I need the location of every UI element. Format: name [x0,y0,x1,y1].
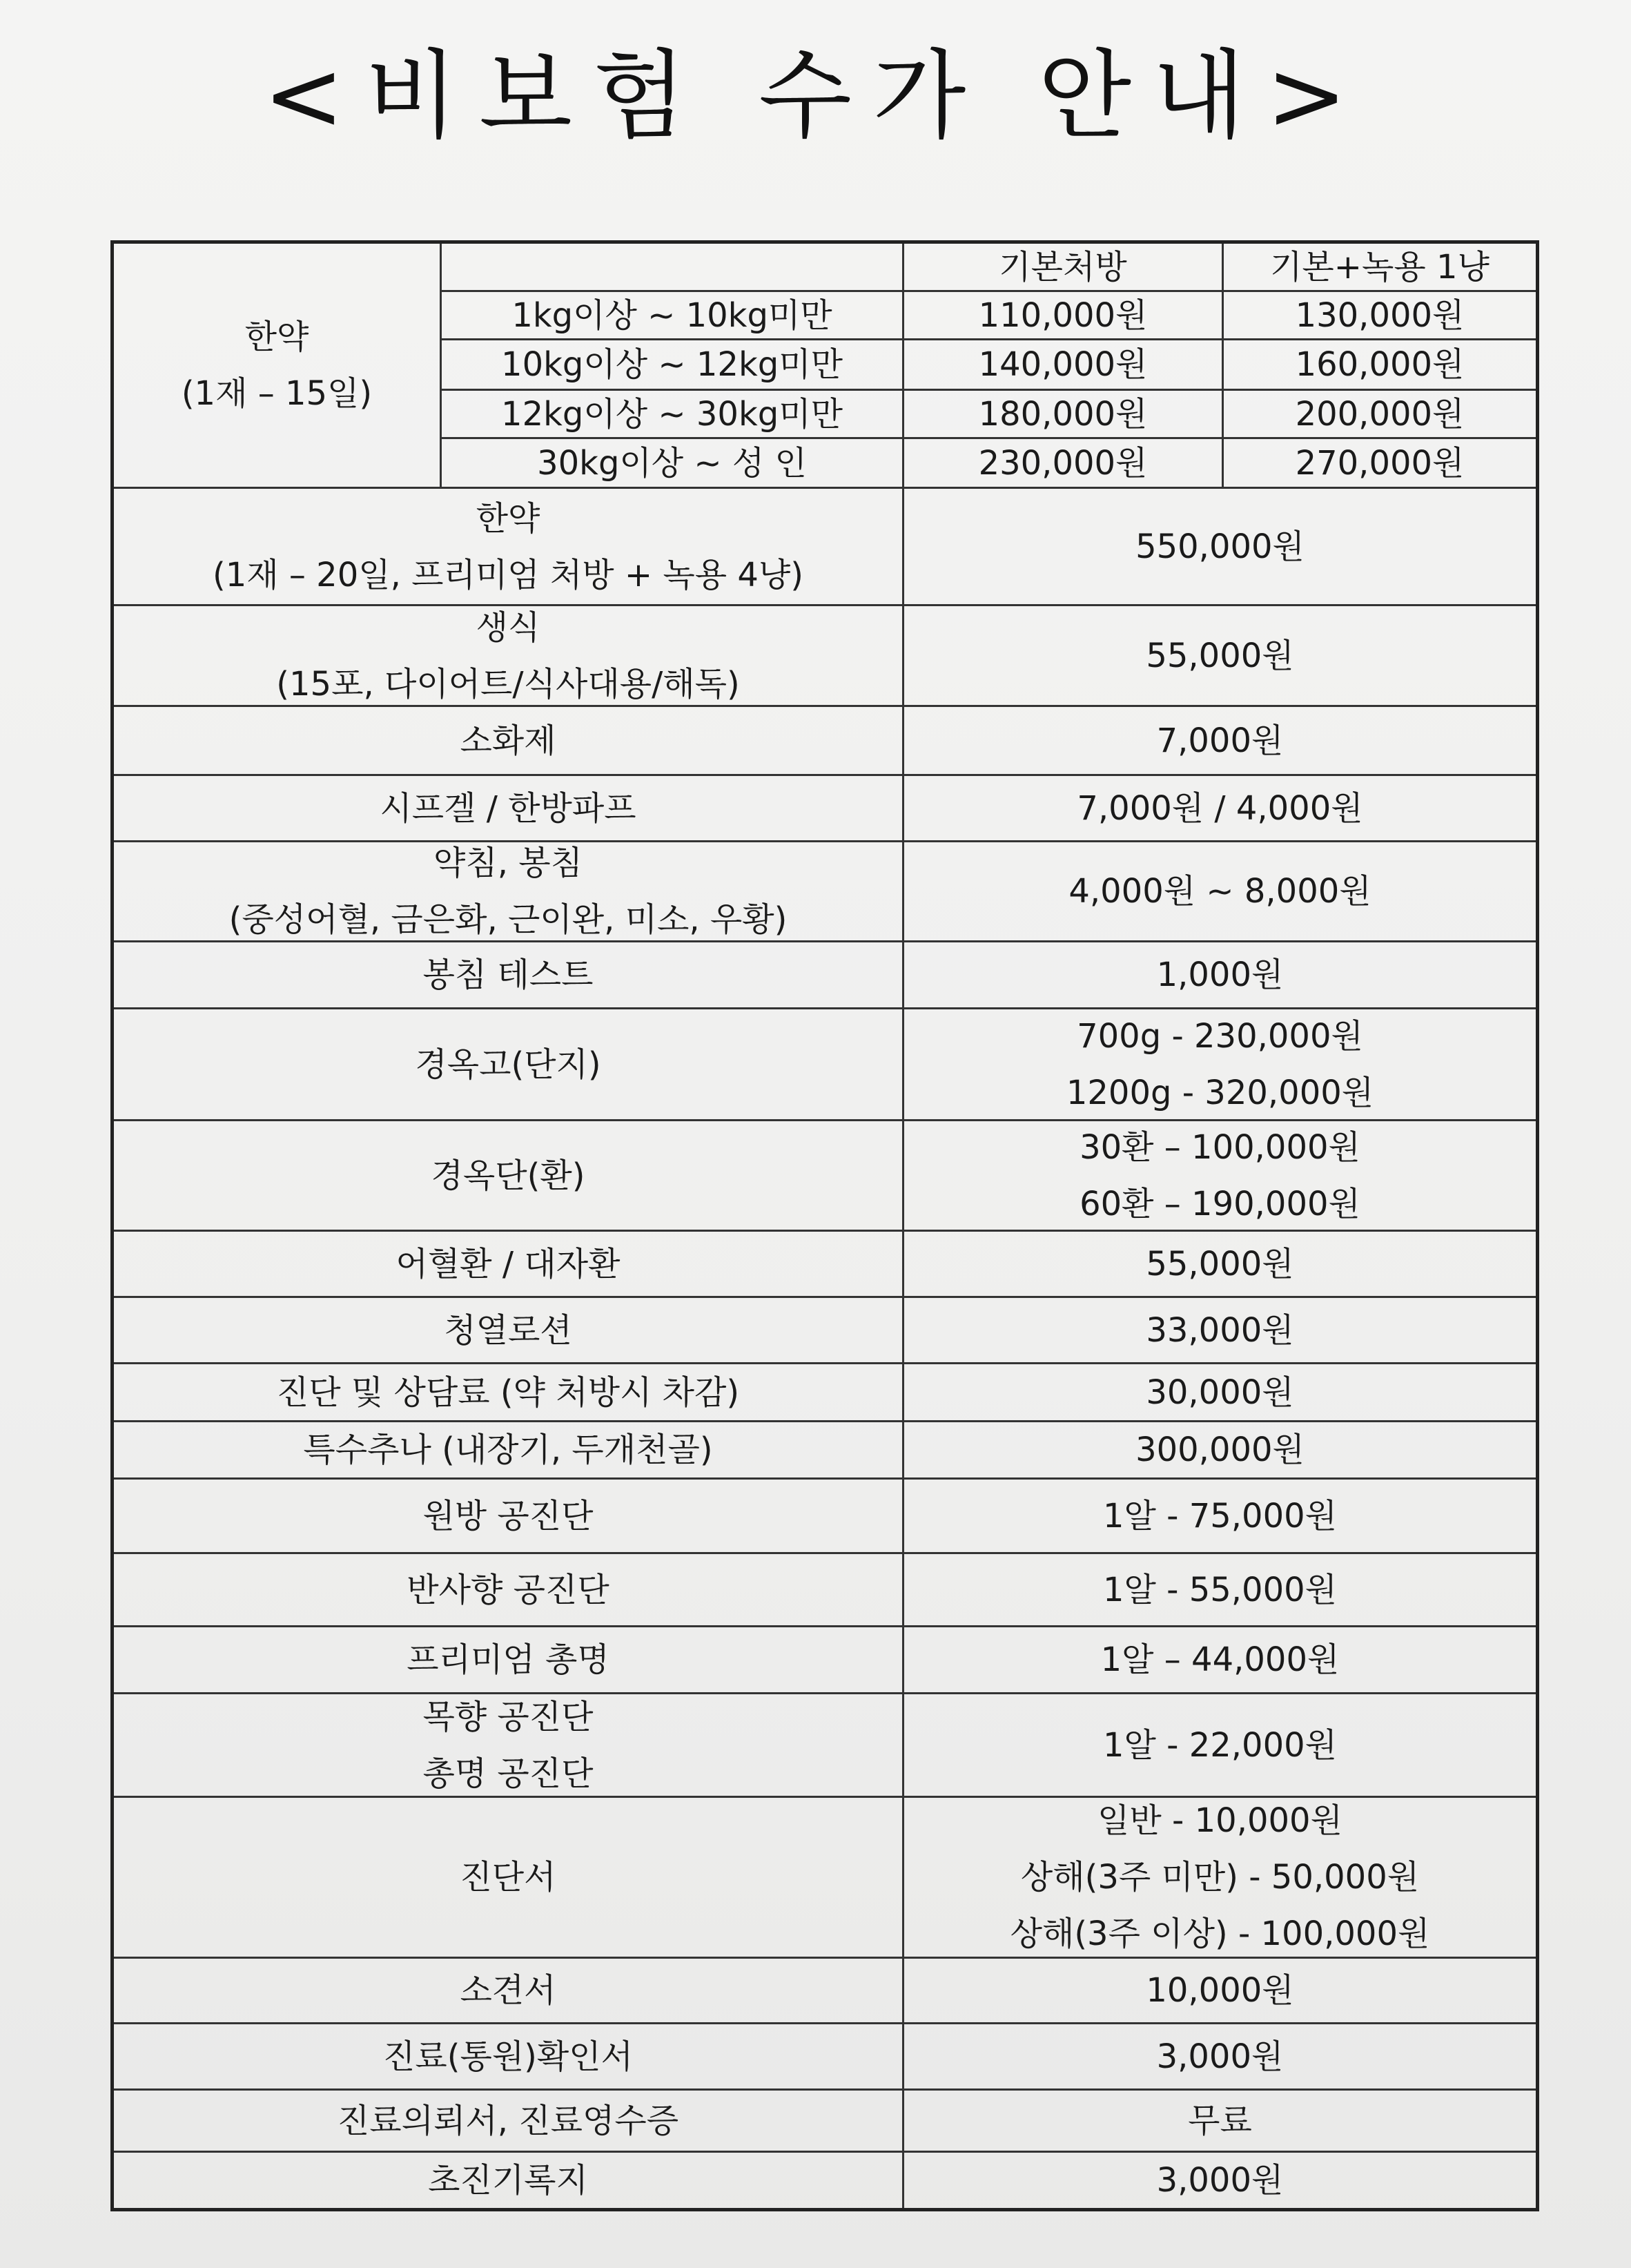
item-price [904,1298,1536,1364]
item-price-line: 30,000원 [1146,1373,1294,1412]
item-name [114,1009,904,1121]
item-name-line: 진단서 [460,1858,556,1897]
item-name-line: 소화제 [460,721,556,760]
item-name-line: 약침, 봉침 [433,844,583,882]
herbal-basic-label-line: 한약 [244,318,309,356]
item-name [114,776,904,842]
item-price-line: 무료 [1188,2101,1252,2140]
item-name-line: 청열로션 [444,1310,572,1350]
item-name-line: 프리미엄 총명 [407,1640,609,1679]
item-price-line: 33,000원 [1146,1310,1294,1350]
item-name [114,842,904,942]
item-name [114,489,904,606]
item-name [114,1480,904,1554]
item-name-line: (중성어혈, 금은화, 근이완, 미소, 우황) [228,900,788,939]
header-deer-antler: 기본+녹용 1냥 [1224,244,1536,292]
item-name-line: 생식 [476,608,540,647]
item-price-line: 7,000원 / 4,000원 [1077,788,1363,828]
item-name-line: 반사향 공진단 [407,1570,609,1609]
item-name [114,942,904,1009]
item-price-line: 10,000원 [1146,1971,1294,2010]
item-price-line: 55,000원 [1146,1244,1294,1283]
item-price-line: 7,000원 [1156,721,1284,760]
item-price [904,842,1536,942]
item-price-line: 700g - 230,000원 [1077,1016,1363,1056]
item-price [904,1694,1536,1798]
item-name-line: (15포, 다이어트/식사대용/해독) [276,664,740,704]
item-price-line: 상해(3주 이상) - 100,000원 [1010,1915,1430,1953]
item-price [904,2091,1536,2153]
item-name [114,1694,904,1798]
item-name-line: 소견서 [460,1971,556,2010]
item-name-line: 진료(통원)확인서 [382,2037,634,2076]
item-name [114,1554,904,1627]
item-name-line: 봉침 테스트 [422,956,594,994]
weight-range: 12kg이상 ~ 30kg미만 [442,391,904,439]
item-price-line: 3,000원 [1156,2161,1284,2200]
item-price [904,1232,1536,1298]
item-name [114,1232,904,1298]
item-price [904,1627,1536,1694]
item-price [904,1798,1536,1959]
item-name [114,1627,904,1694]
item-name-line: 진료의뢰서, 진료영수증 [337,2101,679,2140]
item-price-line: 1알 - 55,000원 [1102,1570,1338,1609]
item-price-line: 30환 – 100,000원 [1080,1127,1360,1167]
item-name [114,2153,904,2208]
item-price [904,2153,1536,2208]
item-name [114,2091,904,2153]
item-price [904,1480,1536,1554]
item-name-line: 진단 및 상담료 (약 처방시 차감) [276,1373,740,1412]
item-name [114,1364,904,1422]
item-price [904,1959,1536,2024]
weight-range: 30kg이상 ~ 성 인 [442,439,904,489]
item-name-line: 총명 공진단 [422,1754,594,1793]
item-price-line: 55,000원 [1146,636,1294,675]
item-price-line: 일반 - 10,000원 [1097,1801,1342,1840]
item-name [114,1422,904,1480]
item-name-line: 시프겔 / 한방파프 [380,788,636,828]
basic-price: 140,000원 [904,340,1224,391]
weight-range: 1kg이상 ~ 10kg미만 [442,292,904,340]
deer-price: 200,000원 [1224,391,1536,439]
item-price [904,942,1536,1009]
item-price [904,1422,1536,1480]
price-table [110,240,1539,2211]
item-name-line: 경옥단(환) [431,1156,585,1195]
item-price [904,1121,1536,1232]
item-price-line: 1알 – 44,000원 [1100,1640,1340,1679]
item-price-line: 1200g - 320,000원 [1066,1073,1374,1112]
item-price-line: 300,000원 [1135,1431,1305,1469]
item-name-line: 어혈환 / 대자환 [395,1244,621,1283]
deer-price: 160,000원 [1224,340,1536,391]
page-title: <비보험 수가 안내> [263,40,1368,153]
item-price [904,1364,1536,1422]
basic-price: 110,000원 [904,292,1224,340]
basic-price: 180,000원 [904,391,1224,439]
item-price-line: 상해(3주 미만) - 50,000원 [1020,1858,1420,1897]
item-price [904,1554,1536,1627]
item-name-line: 초진기록지 [428,2161,588,2200]
item-price-line: 4,000원 ~ 8,000원 [1068,872,1371,911]
header-basic: 기본처방 [904,244,1224,292]
item-name-line: 경옥고(단지) [415,1045,601,1084]
item-name [114,1798,904,1959]
item-price-line: 550,000원 [1135,527,1305,566]
item-price-line: 3,000원 [1156,2037,1284,2076]
item-price [904,707,1536,776]
item-price [904,1009,1536,1121]
item-price [904,489,1536,606]
deer-price: 270,000원 [1224,439,1536,489]
item-price-line: 1알 - 75,000원 [1102,1496,1338,1535]
item-name-line: (1재 – 20일, 프리미엄 처방 + 녹용 4냥) [213,555,803,594]
item-name [114,1298,904,1364]
item-price-line: 1알 - 22,000원 [1102,1725,1338,1765]
item-price [904,776,1536,842]
header-empty-cell [442,244,904,292]
deer-price: 130,000원 [1224,292,1536,340]
item-name-line: 특수추나 (내장기, 두개천골) [303,1431,713,1469]
item-price-line: 60환 – 190,000원 [1080,1184,1360,1223]
item-price-line: 1,000원 [1156,956,1284,994]
item-name-line: 한약 [476,498,540,538]
item-name [114,1121,904,1232]
item-name [114,606,904,707]
item-name-line: 목향 공진단 [422,1697,594,1736]
weight-range: 10kg이상 ~ 12kg미만 [442,340,904,391]
item-name [114,707,904,776]
herbal-basic-label-line: (1재 – 15일) [181,374,373,413]
item-price [904,2024,1536,2091]
item-name [114,2024,904,2091]
basic-price: 230,000원 [904,439,1224,489]
item-name-line: 원방 공진단 [422,1496,594,1535]
herbal-basic-label [114,244,442,489]
item-price [904,606,1536,707]
item-name [114,1959,904,2024]
